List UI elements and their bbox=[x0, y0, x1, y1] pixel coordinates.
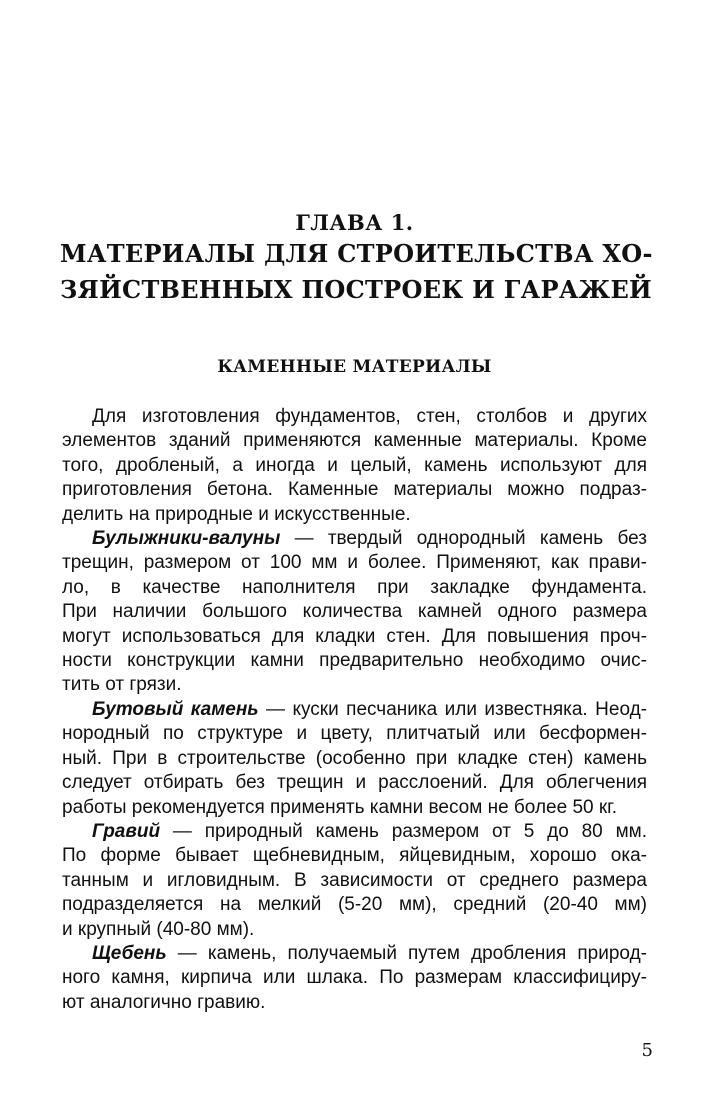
text-line bbox=[62, 527, 647, 551]
text-line: Для изготовления фундаментов, стен, столбов и других bbox=[92, 406, 647, 427]
text-line: ного камня, кирпича или шлака. По размерам классифициру- bbox=[62, 967, 647, 989]
text-line: того, дробленый, а иногда и целый, камень используют для bbox=[62, 454, 647, 476]
term-boulders: Булыжники-валуны bbox=[92, 528, 281, 550]
text-line bbox=[62, 820, 647, 844]
text-line: ный. При в строительстве (особенно при кладке стен) камень bbox=[62, 747, 647, 769]
term-gravel: Гравий bbox=[92, 820, 161, 842]
text-line: приготовления бетона. Каменные материалы можно подраз- bbox=[62, 479, 647, 501]
text-line: По форме бывает щебневидным, яйцевидным, хорошо ока- bbox=[62, 845, 647, 867]
chapter-title-line: МАТЕРИАЛЫ ДЛЯ СТРОИТЕЛЬСТВА ХО- bbox=[60, 239, 653, 268]
term-rubble-stone: Бутовый камень bbox=[92, 698, 259, 720]
page-number: 5 bbox=[641, 1040, 653, 1061]
text-line: ют аналогично гравию. bbox=[62, 991, 266, 1013]
body-text bbox=[62, 405, 647, 1015]
text-line: танным и игловидным. В зависимости от среднего размера bbox=[62, 869, 647, 891]
text-line: подразделяется на мелкий (5-20 мм), средний (20-40 мм) bbox=[62, 894, 647, 916]
text-line: ности конструкции камни предварительно необходимо очис- bbox=[62, 650, 647, 672]
text-line: нородный по структуре и цвету, плитчатый или бесформен- bbox=[62, 723, 647, 745]
text-fragment: — природный камень размером от 5 до 80 мм. bbox=[160, 820, 647, 842]
text-line: и крупный (40-80 мм). bbox=[62, 918, 255, 940]
chapter-label: ГЛАВА 1. bbox=[295, 210, 414, 235]
text-line: тить от грязи. bbox=[62, 674, 182, 696]
text-line: следует отбирать без трещин и расслоений. Для облегчения bbox=[62, 772, 647, 794]
text-line: трещин, размером от 100 мм и более. Применяют, как прави- bbox=[62, 552, 647, 574]
text-line: работы рекомендуется применять камни весом не более 50 кг. bbox=[62, 796, 618, 818]
text-fragment: — куски песчаника или известняка. Неод- bbox=[258, 698, 648, 720]
text-line: ло, в качестве наполнителя при закладке фундамента. bbox=[62, 576, 647, 598]
text-line: могут использоваться для кладки стен. Для повышения проч- bbox=[62, 625, 647, 647]
text-fragment: — камень, получаемый путем дробления природ- bbox=[166, 942, 647, 964]
chapter-title bbox=[60, 236, 653, 308]
text-fragment: — твердый однородный камень без bbox=[280, 528, 647, 550]
text-line: делить на природные и искусственные. bbox=[62, 503, 411, 525]
text-line: элементов зданий применяются каменные материалы. Кроме bbox=[62, 430, 647, 452]
chapter-title-line: ЗЯЙСТВЕННЫХ ПОСТРОЕК И ГАРАЖЕЙ bbox=[60, 275, 653, 304]
term-crushed-stone: Щебень bbox=[92, 942, 167, 964]
text-line: При наличии большого количества камней одного размера bbox=[62, 601, 647, 623]
text-line bbox=[62, 698, 647, 722]
section-title: КАМЕННЫЕ МАТЕРИАЛЫ bbox=[217, 357, 492, 377]
text-line bbox=[62, 942, 647, 966]
